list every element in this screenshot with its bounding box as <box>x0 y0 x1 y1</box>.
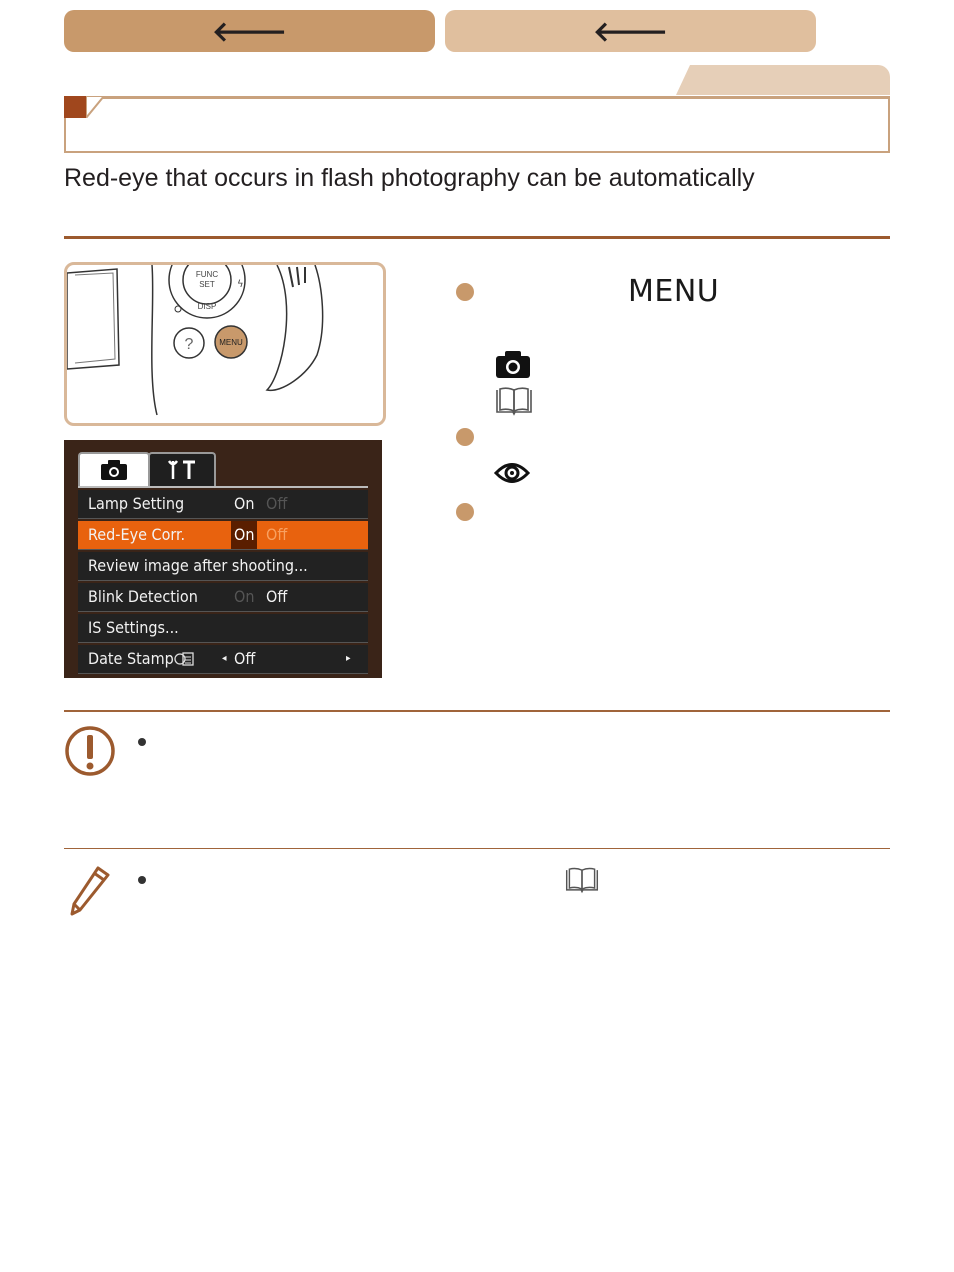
arrow-left-icon: 🡐 <box>592 16 669 47</box>
menu-row-label: IS Settings... <box>88 618 179 637</box>
red-eye-icon <box>494 458 530 488</box>
pencil-icon <box>66 860 114 916</box>
option-on: On <box>234 587 255 606</box>
menu-row-is-settings <box>78 614 368 643</box>
section-tab <box>676 65 890 95</box>
menu-row-review-image <box>78 552 368 581</box>
caution-icon <box>64 725 116 777</box>
step-3-bullet <box>456 503 474 521</box>
tip-divider <box>64 848 890 849</box>
option-on-selected: On <box>231 521 257 549</box>
caution-divider <box>64 710 890 712</box>
tools-icon <box>167 459 197 481</box>
nav-back-button-2[interactable] <box>445 10 816 52</box>
caution-bullet <box>138 738 146 746</box>
title-notch <box>86 96 104 118</box>
menu-row-lamp-setting <box>78 490 368 519</box>
camera-illustration <box>64 262 386 426</box>
arrow-left-small-icon: ◂ <box>222 653 227 664</box>
menu-button-word: MENU <box>628 274 720 309</box>
step-1-bullet <box>456 283 474 301</box>
menu-row-label: Date Stamp <box>88 649 174 668</box>
title-marker <box>64 96 86 118</box>
menu-row-label: Lamp Setting <box>88 494 185 513</box>
option-off: Off <box>266 525 288 544</box>
arrow-left-icon: 🡐 <box>211 16 288 47</box>
help-button-glyph: ? <box>184 336 194 353</box>
camera-icon <box>100 459 128 481</box>
disp-label: DISP <box>197 302 217 311</box>
menu-row-label: Red-Eye Corr. <box>88 525 186 544</box>
date-stamp-icon <box>174 650 194 668</box>
menu-row-date-stamp <box>78 645 368 674</box>
tip-bullet <box>138 876 146 884</box>
option-off: Off <box>266 587 288 606</box>
menu-row-label: Blink Detection <box>88 587 198 606</box>
set-label: SET <box>199 280 215 289</box>
step-2-bullet <box>456 428 474 446</box>
tab-setup <box>148 452 216 486</box>
camera-icon <box>494 350 532 380</box>
date-stamp-value: Off <box>234 649 256 668</box>
nav-back-button-1[interactable] <box>64 10 435 52</box>
section-divider <box>64 236 890 239</box>
option-on: On <box>234 494 255 513</box>
camera-back-drawing <box>67 265 383 423</box>
book-icon <box>564 866 600 894</box>
func-label: FUNC <box>195 270 219 279</box>
option-off: Off <box>266 494 288 513</box>
menu-button-label: MENU <box>219 338 243 347</box>
flash-icon: ϟ <box>237 279 244 290</box>
intro-text: Red-eye that occurs in flash photography can be automatically <box>64 164 755 192</box>
arrow-right-small-icon: ▸ <box>346 653 351 664</box>
camera-menu-screenshot <box>64 440 382 678</box>
book-icon <box>494 386 534 416</box>
tab-shooting <box>78 452 150 486</box>
menu-row-blink-detection <box>78 583 368 612</box>
page-title-frame <box>64 96 890 153</box>
menu-row-label: Review image after shooting... <box>88 556 308 575</box>
menu-row-red-eye-corr <box>78 521 368 550</box>
